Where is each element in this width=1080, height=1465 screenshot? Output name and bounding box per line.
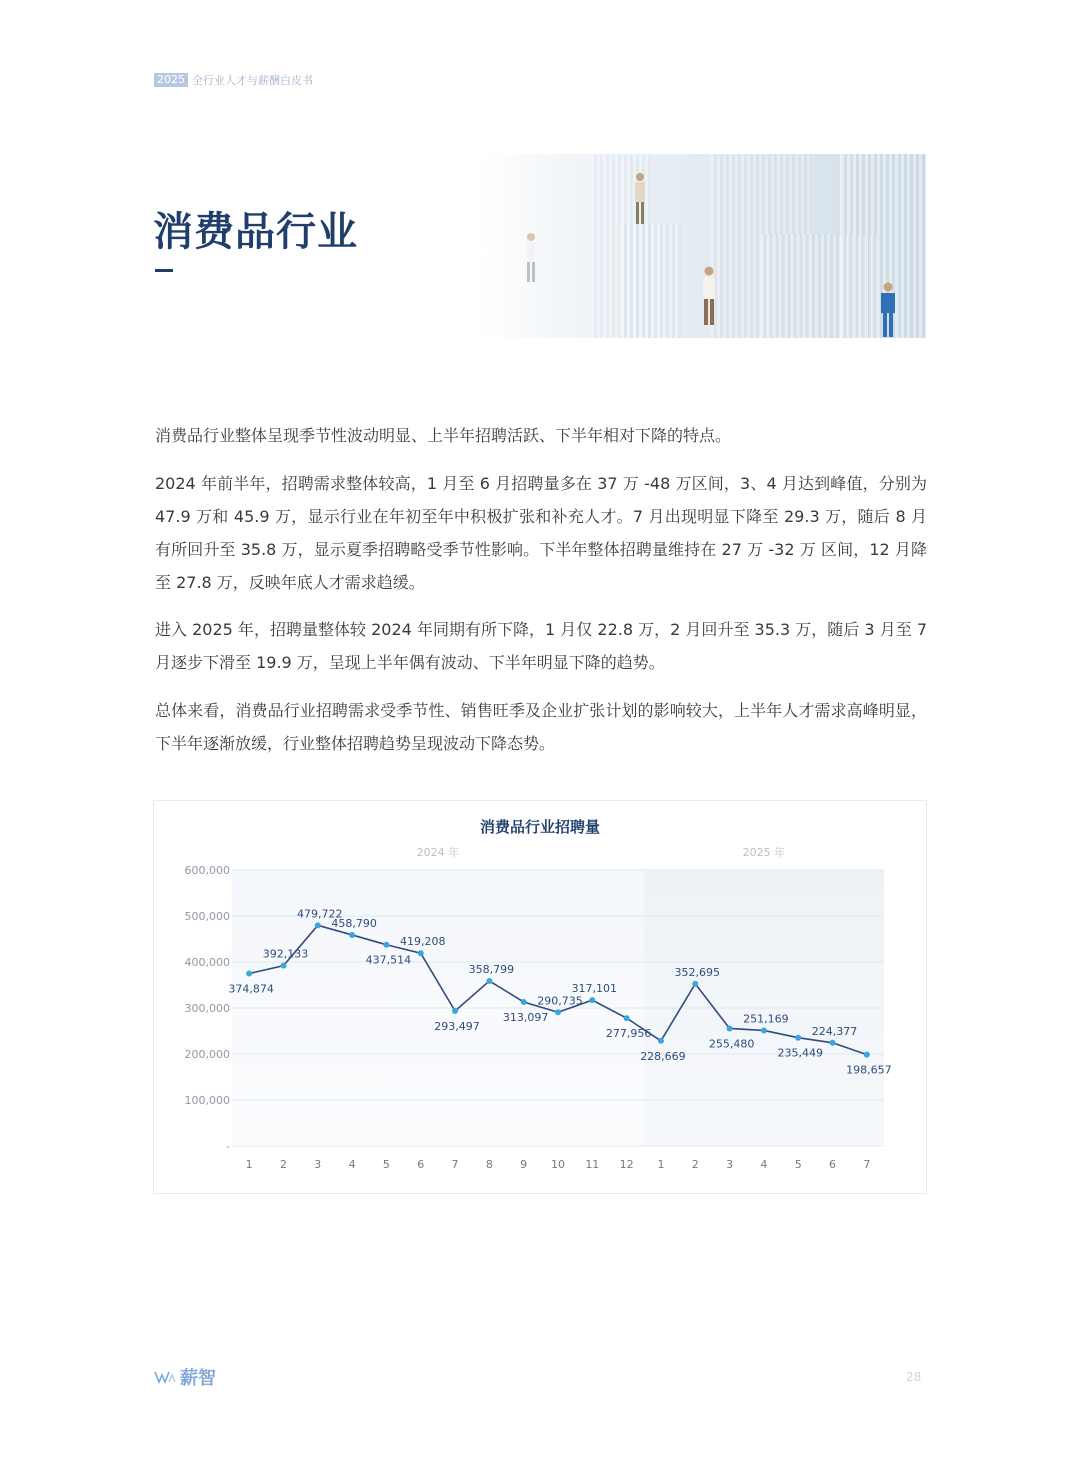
data-label: 419,208: [399, 935, 446, 949]
data-point: [830, 1040, 836, 1046]
data-point: [383, 942, 389, 948]
group-label-2024: 2024 年: [416, 846, 460, 859]
data-label: 374,874: [228, 982, 274, 996]
data-label: 198,657: [846, 1063, 892, 1077]
y-tick-label: 100,000: [184, 1094, 230, 1107]
x-tick-label: 4: [348, 1158, 356, 1171]
x-tick-label: 1: [657, 1158, 665, 1171]
header-title: 全行业人才与薪酬白皮书: [192, 74, 313, 87]
data-label: 317,101: [571, 982, 618, 996]
logo-icon: [154, 1369, 176, 1385]
data-point: [555, 1009, 561, 1015]
logo-text: 薪智: [180, 1368, 216, 1389]
chart-box: [153, 800, 927, 1194]
data-point: [418, 950, 424, 956]
y-tick-label: 400,000: [184, 956, 230, 969]
page-number: 28: [906, 1370, 922, 1384]
data-point: [864, 1052, 870, 1058]
data-label: 255,480: [708, 1037, 755, 1051]
data-point: [486, 978, 492, 984]
footer-logo: [154, 1364, 216, 1390]
data-label: 479,722: [297, 907, 343, 921]
data-label: 277,956: [605, 1027, 652, 1041]
chart-title: 消费品行业招聘量: [479, 818, 601, 836]
page-title: 消费品行业: [153, 209, 358, 255]
paragraph-4: 总体来看，消费品行业招聘需求受季节性、销售旺季及企业扩张计划的影响较大，上半年人才需求高峰明显，下半年逐渐放缓，行业整体招聘趋势呈现波动下降态势。: [155, 701, 927, 753]
data-label: 358,799: [468, 962, 515, 976]
paragraph-3: 进入 2025 年，招聘量整体较 2024 年同期有所下降，1 月仅 22.8 万，2 月回升至 35.3 万，随后 3 月至 7 月逐步下滑至 19.9 万，呈现上半年偶有波动、下半年明显下降的趋势。: [155, 620, 927, 672]
y-tick-label: 200,000: [184, 1048, 230, 1061]
x-tick-label: 5: [382, 1158, 390, 1171]
data-point: [761, 1027, 767, 1033]
x-tick-label: 2: [691, 1158, 699, 1171]
x-tick-label: 1: [245, 1158, 253, 1171]
data-point: [727, 1025, 733, 1031]
x-tick-label: 11: [585, 1158, 600, 1171]
data-label: 224,377: [811, 1024, 858, 1038]
x-tick-label: 6: [829, 1158, 837, 1171]
data-label: 290,735: [537, 994, 583, 1008]
x-tick-label: 6: [417, 1158, 425, 1171]
data-point: [795, 1035, 801, 1041]
header-tag: [154, 72, 313, 88]
data-point: [692, 981, 698, 987]
data-point: [315, 922, 321, 928]
x-tick-label: 12: [619, 1158, 634, 1171]
data-label: 235,449: [777, 1046, 823, 1060]
recruitment-line-chart: [154, 801, 926, 1193]
y-tick-label: -: [226, 1140, 230, 1153]
x-tick-label: 5: [794, 1158, 802, 1171]
data-point: [452, 1008, 458, 1014]
x-tick-label: 2: [279, 1158, 287, 1171]
data-label: 228,669: [640, 1049, 686, 1063]
x-tick-label: 7: [863, 1158, 871, 1171]
y-tick-label: 300,000: [184, 1002, 230, 1015]
paragraph-1: 消费品行业整体呈现季节性波动明显、上半年招聘活跃、下半年相对下降的特点。: [155, 426, 732, 445]
x-tick-label: 3: [726, 1158, 734, 1171]
y-tick-label: 600,000: [184, 864, 230, 877]
data-label: 251,169: [743, 1012, 789, 1026]
x-tick-label: 3: [314, 1158, 322, 1171]
data-point: [658, 1038, 664, 1044]
data-label: 313,097: [502, 1010, 549, 1024]
data-label: 392,133: [262, 947, 309, 961]
x-tick-label: 9: [520, 1158, 528, 1171]
data-point: [349, 932, 355, 938]
x-tick-label: 10: [551, 1158, 565, 1171]
group-label-2025: 2025 年: [742, 846, 786, 859]
data-label: 293,497: [434, 1019, 480, 1033]
x-tick-label: 7: [451, 1158, 459, 1171]
data-point: [246, 971, 252, 977]
data-point: [624, 1015, 630, 1021]
data-point: [521, 999, 527, 1005]
x-tick-label: 8: [485, 1158, 493, 1171]
data-point: [280, 963, 286, 969]
data-label: 352,695: [674, 965, 721, 979]
x-tick-label: 4: [760, 1158, 768, 1171]
data-label: 458,790: [331, 916, 377, 930]
title-underline: [155, 269, 173, 272]
data-point: [589, 997, 595, 1003]
paragraph-2: 2024 年前半年，招聘需求整体较高，1 月至 6 月招聘量多在 37 万 -48 万区间，3、4 月达到峰值，分别为 47.9 万和 45.9 万，显示行业在年初至年中积极扩张和补充人才。7 月出现明显下降至 29.3 万，随后 8 月有所回升至 35.8 万，显示夏季招聘略受季节性影响。下半年整体招聘量维持在 27 万 -32 万 区间，12 月降至 27.8 万，反映年底人才需求趋缓。: [155, 474, 927, 592]
y-tick-label: 500,000: [184, 910, 230, 923]
data-label: 437,514: [365, 953, 412, 967]
hero-image: [480, 154, 926, 338]
header-year: 2025: [154, 73, 188, 87]
